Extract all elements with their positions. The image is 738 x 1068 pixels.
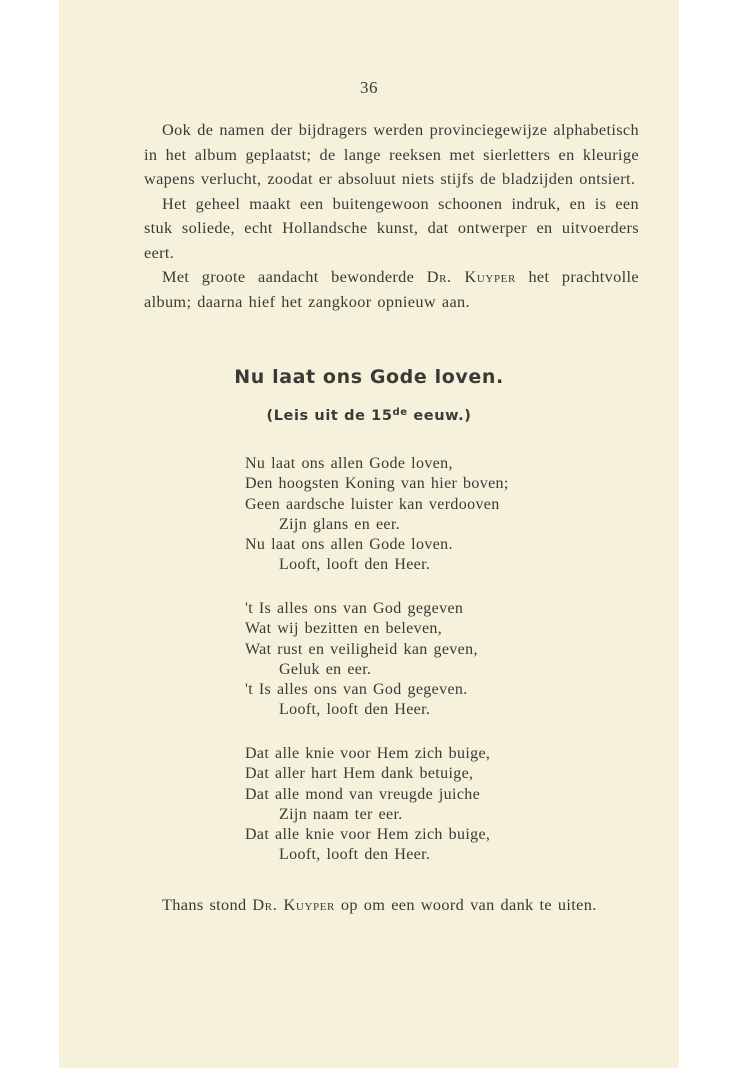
subtitle-text: eeuw.) xyxy=(407,408,472,424)
paragraph xyxy=(144,265,639,314)
verse-line: Zijn glans en eer. xyxy=(279,515,400,533)
verse-line: Nu laat ons allen Gode loven. xyxy=(245,536,453,554)
stanza-1 xyxy=(245,454,509,576)
song-title: Nu laat ons Gode loven. xyxy=(234,366,504,388)
book-page xyxy=(59,0,679,1068)
paragraph-text: op om een woord van dank te uiten. xyxy=(334,895,597,914)
verse-line: Dat alle knie voor Hem zich buige, xyxy=(245,826,491,844)
verse-line: Geluk en eer. xyxy=(279,660,372,678)
verse-line: Den hoogsten Koning van hier boven; xyxy=(245,475,509,493)
verse-line: 't Is alles ons van God gegeven. xyxy=(245,681,468,699)
song-subtitle xyxy=(59,407,679,424)
stanza-3 xyxy=(245,744,490,866)
page-number: 36 xyxy=(360,78,378,97)
paragraph-text: het prachtvolle album; daarna hief het zangkoor opnieuw aan. xyxy=(144,267,639,311)
subtitle-text: (Leis uit de 15 xyxy=(266,408,393,424)
stanza-2 xyxy=(245,599,478,721)
paragraph: Het geheel maakt een buitengewoon schoonen indruk, en is een stuk soliede, echt Hollandsche kunst, dat ontwerper en uitvoerders eert. xyxy=(144,193,639,262)
verse-line: Looft, looft den Heer. xyxy=(279,701,431,719)
person-name: Dr. Kuyper xyxy=(252,895,335,914)
paragraph-text: Met groote aandacht bewonderde xyxy=(162,267,427,286)
paragraph: Ook de namen der bijdragers werden provinciegewijze alphabetisch in het album geplaatst; de lange reeksen met sierletters en kleurige wapens verlucht, zoodat er absoluut niets stijfs de bladzijden ontsiert. xyxy=(144,120,639,188)
intro-text xyxy=(144,118,639,314)
verse-line: Wat rust en veiligheid kan geven, xyxy=(245,640,478,658)
verse-line: Looft, looft den Heer. xyxy=(279,556,431,574)
verse-line: Dat aller hart Hem dank betuige, xyxy=(245,765,474,783)
person-name: Dr. Kuyper xyxy=(426,267,516,286)
verse-line: Wat wij bezitten en beleven, xyxy=(245,620,443,638)
subtitle-superscript: de xyxy=(392,407,408,418)
paragraph xyxy=(144,893,639,918)
paragraph-text: Thans stond xyxy=(162,895,253,914)
verse-line: Zijn naam ter eer. xyxy=(279,805,403,823)
verse-line: 't Is alles ons van God gegeven xyxy=(245,600,464,617)
verse-line: Geen aardsche luister kan verdooven xyxy=(245,495,500,513)
verse-line: Dat alle mond van vreugde juiche xyxy=(245,785,481,803)
verse-line: Dat alle knie voor Hem zich buige, xyxy=(245,745,491,762)
verse-line: Nu laat ons allen Gode loven, xyxy=(245,455,453,472)
verse-line: Looft, looft den Heer. xyxy=(279,846,431,864)
closing-text xyxy=(144,893,639,918)
